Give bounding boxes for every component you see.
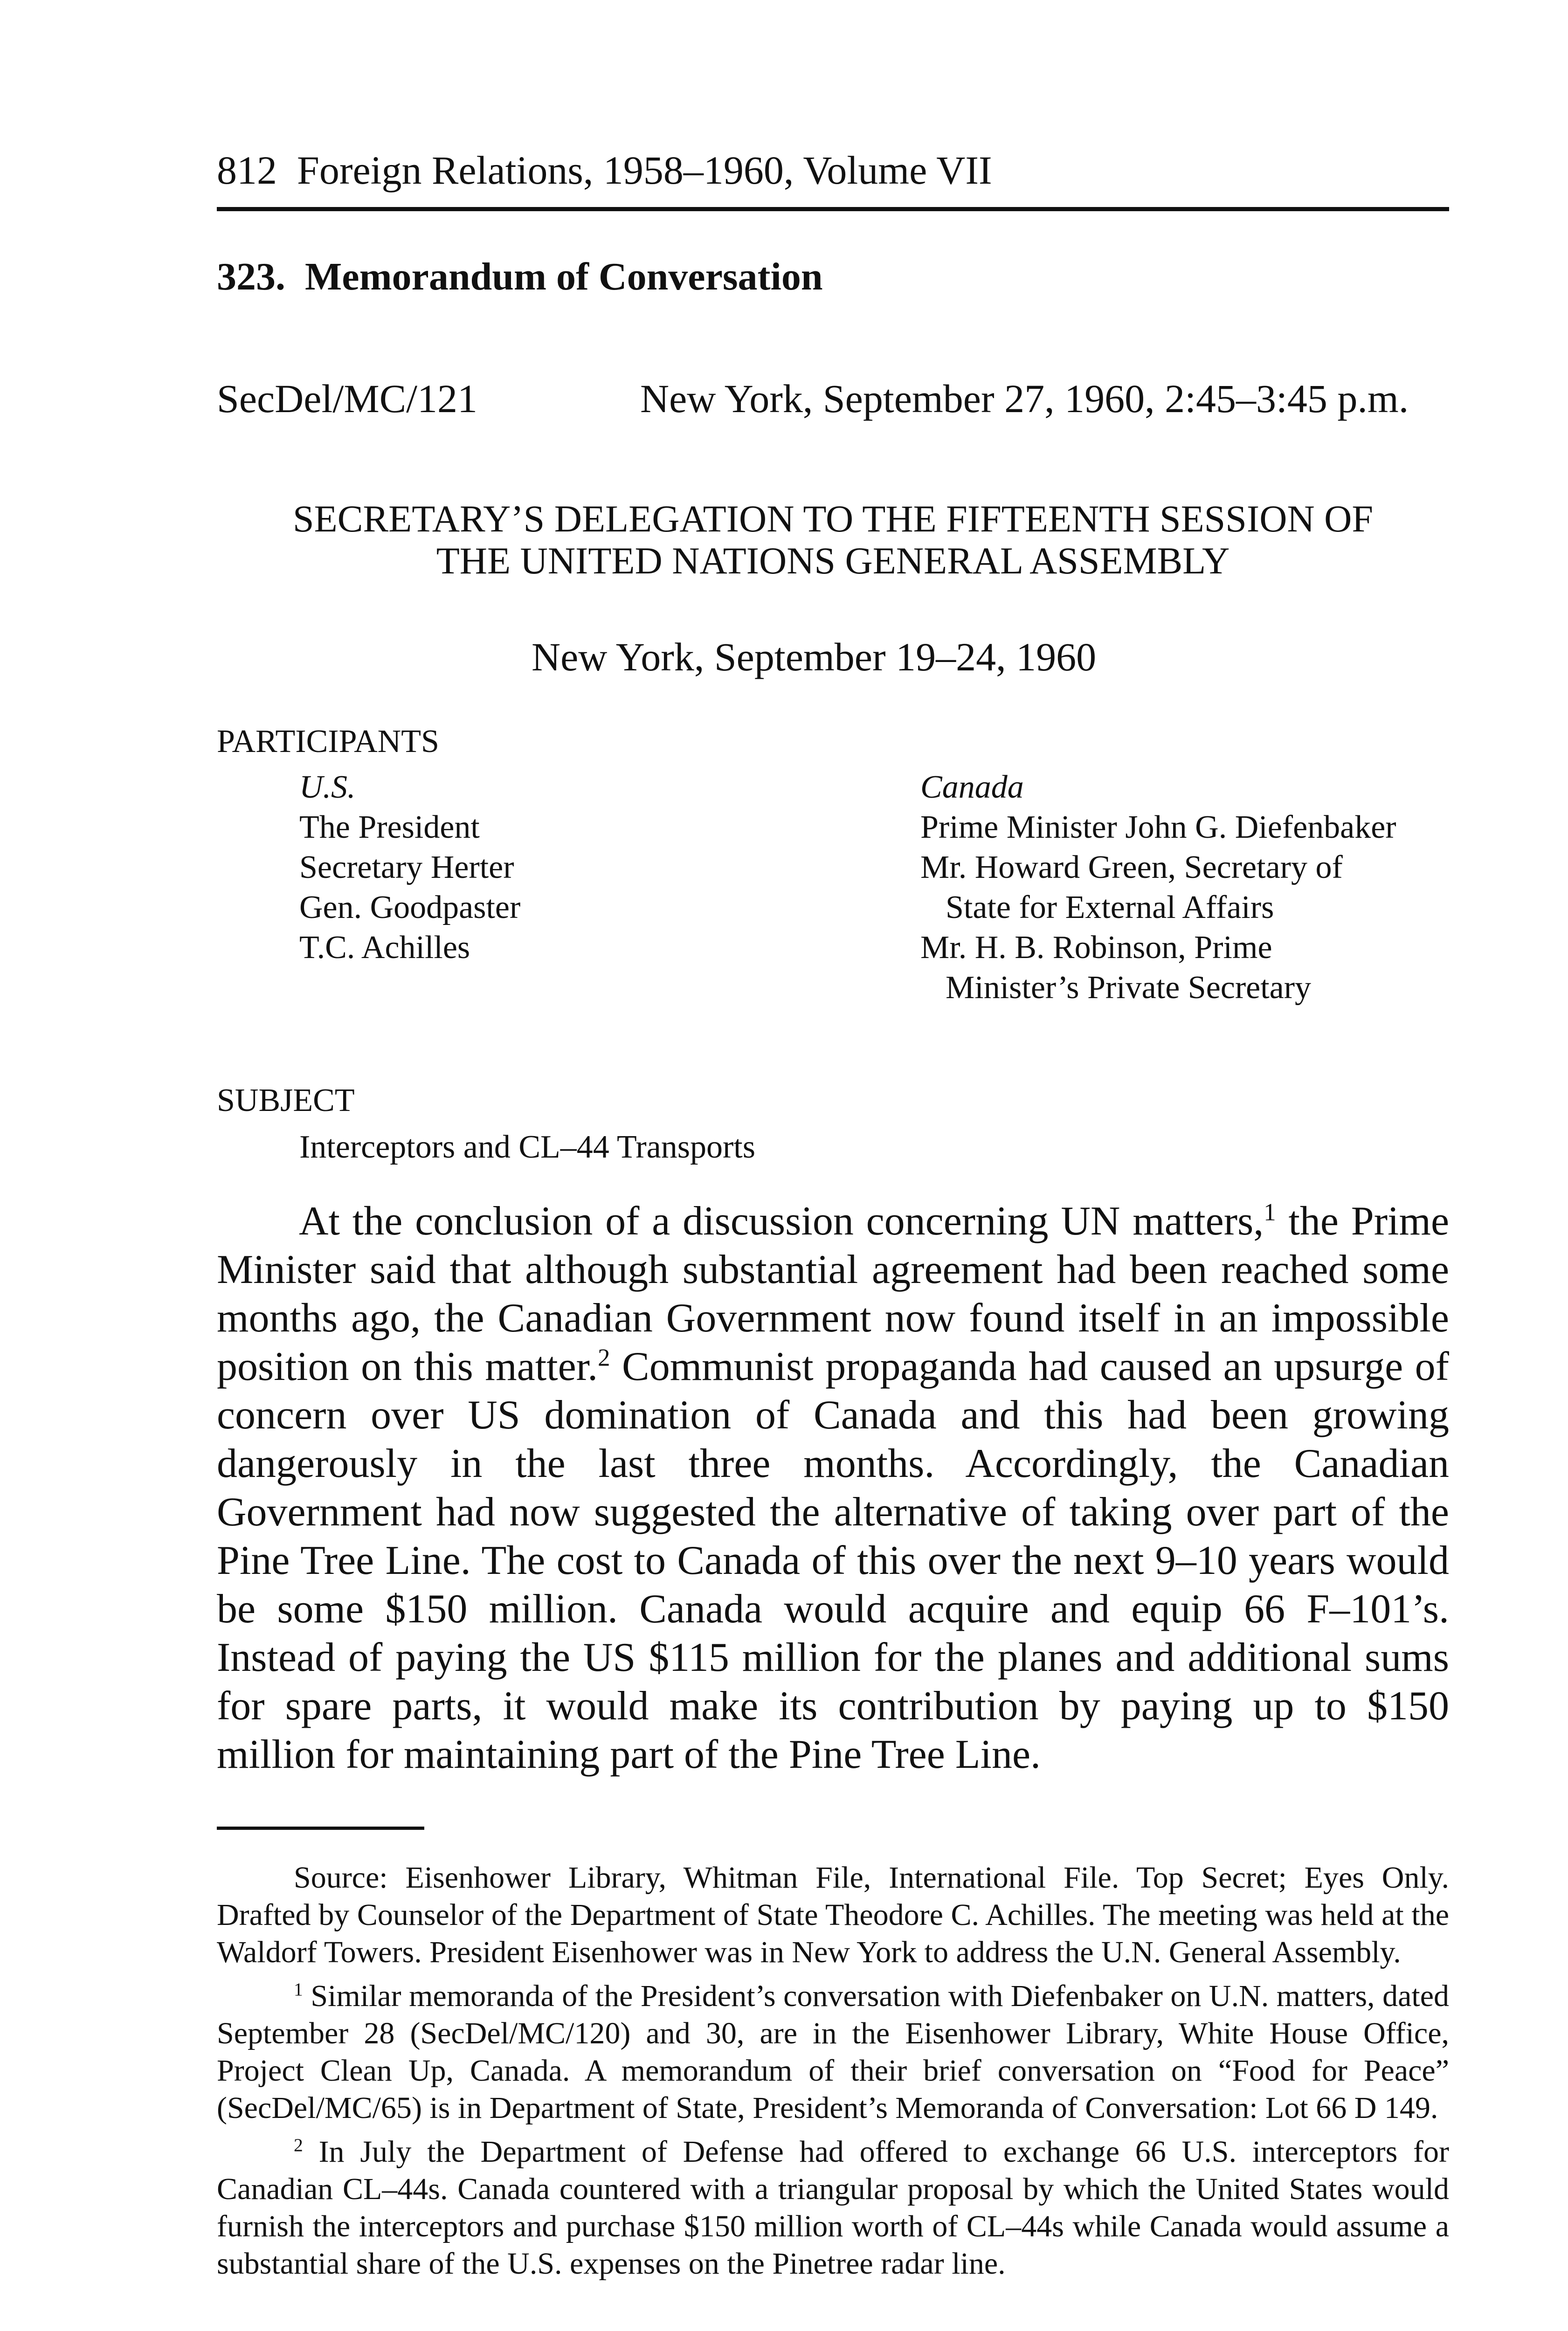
participant-name: T.C. Achilles xyxy=(299,930,470,966)
footnote-1 xyxy=(217,1978,1449,2127)
participants-label: PARTICIPANTS xyxy=(217,724,439,759)
document-title xyxy=(217,257,823,297)
footnote-1-text: Similar memoranda of the President’s conversation with Diefenbaker on U.N. matters, dated September 28 (SecDel/MC/120) and 30, are in the Eisenhower Library, White House Office, Project Clean Up, Canada. A memorandum of their brief conversation on “Food for Peace” (SecDel/MC/65) is in Department of State, President’s Memoranda of Conversation: Lot 66 D 149. xyxy=(217,1979,1449,2125)
participant-name: Mr. Howard Green, Secretary of xyxy=(920,849,1343,885)
document-reference: SecDel/MC/121 xyxy=(217,376,477,421)
body-text-part-2: the Prime Minister said that although substantial agreement had been reached some months ago, the Canadian Government now found itself in an impossible position on this matter. xyxy=(217,1199,1449,1389)
document-number: 323. xyxy=(217,255,285,298)
participant-title-continued: State for External Affairs xyxy=(946,890,1274,925)
footnote-ref-1: 1 xyxy=(1264,1199,1276,1226)
footnote-2-marker: 2 xyxy=(294,2135,303,2155)
delegation-heading xyxy=(217,498,1449,582)
document-dateline: New York, September 27, 1960, 2:45–3:45 p.m. xyxy=(640,376,1409,421)
footnote-2 xyxy=(217,2133,1449,2283)
footnote-1-marker: 1 xyxy=(294,1979,303,2000)
body-text-part-3: Communist propaganda had caused an upsurge of concern over US domination of Canada and this had been growing dangerously in the last three months. Accordingly, the Canadian Government had now suggested the alternative of taking over part of the Pine Tree Line. The cost to Canada of this over the next 9–10 years would be some $150 million. Canada would acquire and equip 66 F–101’s. Instead of paying the US $115 million for the planes and additional sums for spare parts, it would make its contribution by paying up to $150 million for maintaining part of the Pine Tree Line. xyxy=(217,1344,1449,1777)
source-note: Source: Eisenhower Library, Whitman File, International File. Top Secret; Eyes Only. Drafted by Counselor of the Department of State Theodore C. Achilles. The meeting was held at the Waldorf Towers. President Eisenhower was in New York to address the U.N. General Assembly. xyxy=(217,1861,1449,1969)
running-title: Foreign Relations, 1958–1960, Volume VII xyxy=(297,148,992,193)
delegation-line-2: THE UNITED NATIONS GENERAL ASSEMBLY xyxy=(436,539,1230,582)
participants-canada xyxy=(920,767,1396,1008)
session-place-dates: New York, September 19–24, 1960 xyxy=(532,634,1097,679)
footnote-rule xyxy=(217,1827,424,1830)
participant-name: Prime Minister John G. Diefenbaker xyxy=(920,809,1396,845)
participant-title-continued: Minister’s Private Secretary xyxy=(946,970,1312,1006)
participant-name: Mr. H. B. Robinson, Prime xyxy=(920,930,1272,966)
footnote-2-text: In July the Department of Defense had offered to exchange 66 U.S. interceptors for Canadian CL–44s. Canada countered with a triangular proposal by which the United States would furnish the interceptors and purchase $150 million worth of CL–44s while Canada would assume a substantial share of the U.S. expenses on the Pinetree radar line. xyxy=(217,2135,1449,2281)
participant-name: The President xyxy=(299,809,480,845)
body-paragraph xyxy=(217,1197,1449,1779)
participant-name: Secretary Herter xyxy=(299,849,514,885)
subject-label: SUBJECT xyxy=(217,1083,355,1118)
footnotes xyxy=(217,1859,1449,2289)
page-number: 812 xyxy=(217,148,277,193)
delegation-line-1: SECRETARY’S DELEGATION TO THE FIFTEENTH SESSION OF xyxy=(293,497,1373,540)
us-heading: U.S. xyxy=(299,769,356,805)
body-text-part-1: At the conclusion of a discussion concerning UN matters, xyxy=(299,1199,1264,1244)
running-head xyxy=(217,148,992,193)
document-title-text: Memorandum of Conversation xyxy=(305,255,823,298)
footnote-ref-2: 2 xyxy=(598,1344,610,1372)
header-rule xyxy=(217,207,1449,211)
participants-us xyxy=(299,767,520,968)
canada-heading: Canada xyxy=(920,769,1024,805)
participant-name: Gen. Goodpaster xyxy=(299,890,521,925)
subject-text: Interceptors and CL–44 Transports xyxy=(299,1129,755,1165)
